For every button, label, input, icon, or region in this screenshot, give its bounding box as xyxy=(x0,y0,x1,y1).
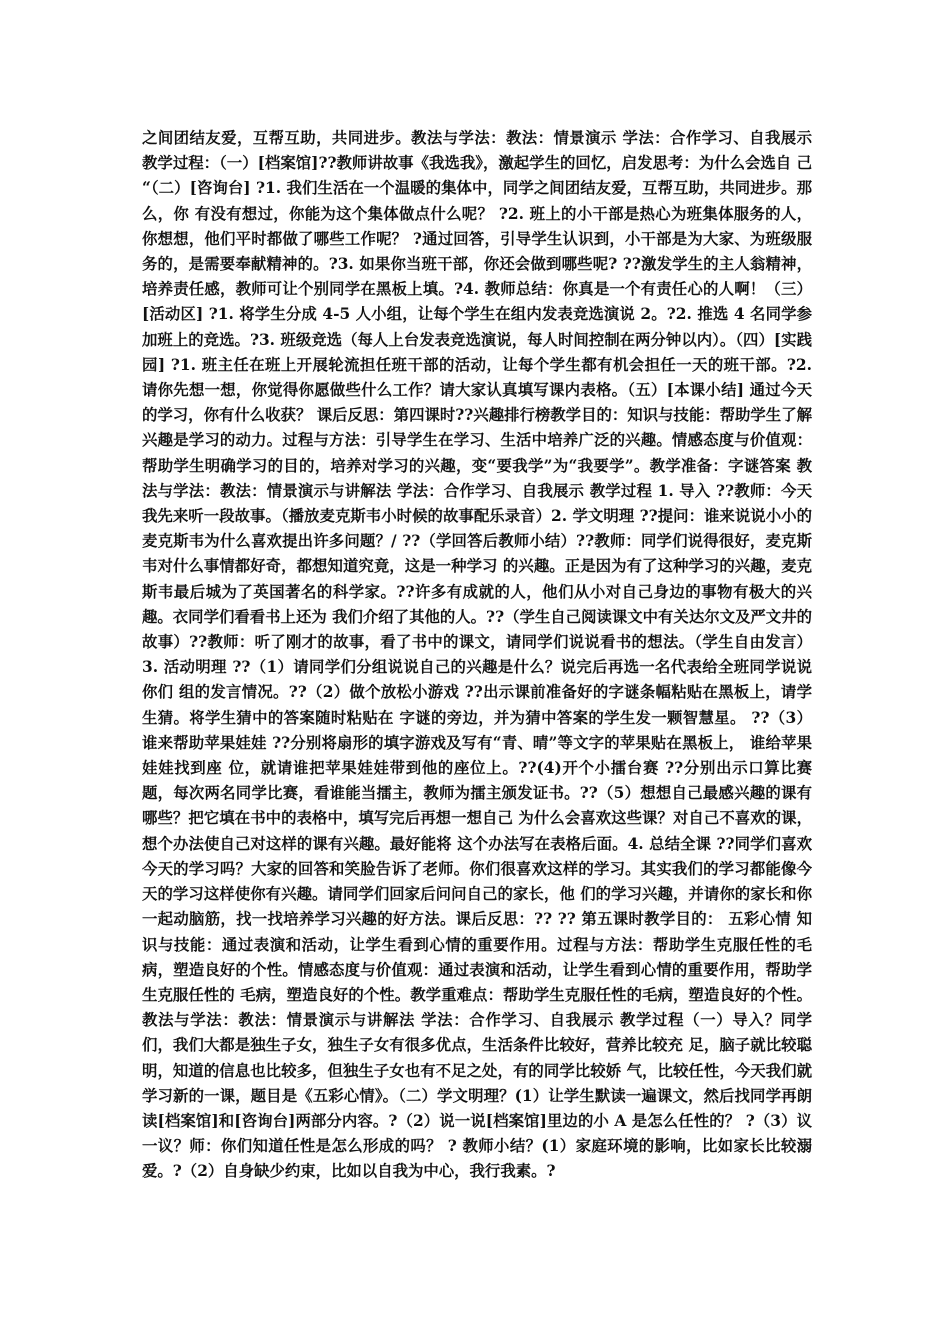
body-text-block xyxy=(142,126,812,1185)
body-paragraph: 之间团结友爱，互帮互助，共同进步。教法与学法：教法：情景演示 学法：合作学习、自我展示 教学过程：（一）[档案馆]??教师讲故事《我选我》，激起学生的回忆，启发思考：为什么会选自 己 “（二）[咨询台] ?1. 我们生活在一个温暖的集体中，同学之间团结友爱，互帮互助，共同进步。那么，你 有没有想过，你能为这个集体做点什么呢？ ?2. 班上的小干部是热心为班集体服务的人，你想想，他们平时都做了哪些工作呢？ ?通过回答，引导学生认识到，小干部是为大家、为班级服务的，是需要奉献精神的。?3. 如果你当班干部，你还会做到哪些呢? ??激发学生的主人翁精神，培养责任感，教师可让个别同学在黑板上填。?4. 教师总结：你真是一个有责任心的人啊！（三）[活动区] ?1. 将学生分成 4-5 人小组，让每个学生在组内发表竞选演说 2。?2. 推选 4 名同学参加班上的竞选。?3. 班级竞选（每人上台发表竞选演说，每人时间控制在两分钟以内）。（四）[实践园] ?1. 班主任在班上开展轮流担任班干部的活动，让每个学生都有机会担任一天的班干部。?2. 请你先想一想，你觉得你愿做些什么工作？请大家认真填写课内表格。（五）[本课小结] 通过今天的学习，你有什么收获？ 课后反思：第四课时??兴趣排行榜教学目的：知识与技能：帮助学生了解兴趣是学习的动力。过程与方法：引导学生在学习、生活中培养广泛的兴趣。情感态度与价值观：帮助学生明确学习的目的，培养对学习的兴趣，变“要我学”为“我要学”。教学准备：字谜答案 教法与学法：教法：情景演示与讲解法 学法：合作学习、自我展示 教学过程 1. 导入 ??教师：今天我先来听一段故事。（播放麦克斯韦小时候的故事配乐录音）2. 学文明理 ??提问：谁来说说小小的麦克斯韦为什么喜欢提出许多问题？/ ??（学回答后教师小结）??教师：同学们说得很好，麦克斯韦对什么事情都好奇，都想知道究竟，这是一种学习 的兴趣。正是因为有了这种学习的兴趣，麦克斯韦最后城为了英国著名的科学家。??许多有成就的人，他们从小对自己身边的事物有极大的兴趣。衣同学们看看书上还为 我们介绍了其他的人。??（学生自己阅读课文中有关达尔文及严文井的故事）??教师：听了刚才的故事，看了书中的课文，请同学们说说看书的想法。（学生自由发言）3. 活动明理 ??（1）请同学们分组说说自己的兴趣是什么？说完后再选一名代表给全班同学说说你们 组的发言情况。??（2）做个放松小游戏 ??出示课前准备好的字谜条幅粘贴在黑板上，请学生猜。将学生猜中的答案随时粘贴在 字谜的旁边，并为猜中答案的学生发一颗智慧星。 ??（3）谁来帮助苹果娃娃 ??分别将扇形的填字游戏及写有“青、晴”等文字的苹果贴在黑板上， 谁给苹果娃娃找到座 位，就请谁把苹果娃娃带到他的座位上。??(4)开个小擂台赛 ??分别出示口算比赛题，每次两名同学比赛，看谁能当擂主，教师为擂主颁发证书。??（5）想想自己最感兴趣的课有哪些？把它填在书中的表格中，填写完后再想一想自己 为什么会喜欢这些课？对自己不喜欢的课，想个办法使自己对这样的课有兴趣。最好能将 这个办法写在表格后面。4. 总结全课 ??同学们喜欢今天的学习吗？大家的回答和笑脸告诉了老师。你们很喜欢这样的学习。其实我们的学习都能像今天的学习这样使你有兴趣。请同学们回家后问问自己的家长，他 们的学习兴趣，并请你的家长和你一起动脑筋，找一找培养学习兴趣的好方法。课后反思：?? ?? 第五课时教学目的： 五彩心情 知识与技能：通过表演和活动，让学生看到心情的重要作用。过程与方法：帮助学生克服任性的毛病，塑造良好的个性。情感态度与价值观：通过表演和活动，让学生看到心情的重要作用，帮助学生克服任性的 毛病，塑造良好的个性。教学重难点：帮助学生克服任性的毛病，塑造良好的个性。教法与学法：教法：情景演示与讲解法 学法：合作学习、自我展示 教学过程（一）导入？同学们，我们大都是独生子女，独生子女有很多优点，生活条件比较好，营养比较充 足，脑子就比较聪明，知道的信息也比较多，但独生子女也有不足之处，有的同学比较娇 气，比较任性，今天我们就学习新的一课，题目是《五彩心情》。（二）学文明理？(1）让学生默读一遍课文，然后找同学再朗读[档案馆]和[咨询台]两部分内容。?（2）说一说[档案馆]里边的小 A 是怎么任性的？ ?（3）议一议？师：你们知道任性是怎么形成的吗？ ? 教师小结？(1）家庭环境的影响，比如家长比较溺爱。?（2）自身缺少约束，比如以自我为中心，我行我素。? xyxy=(142,129,812,1181)
